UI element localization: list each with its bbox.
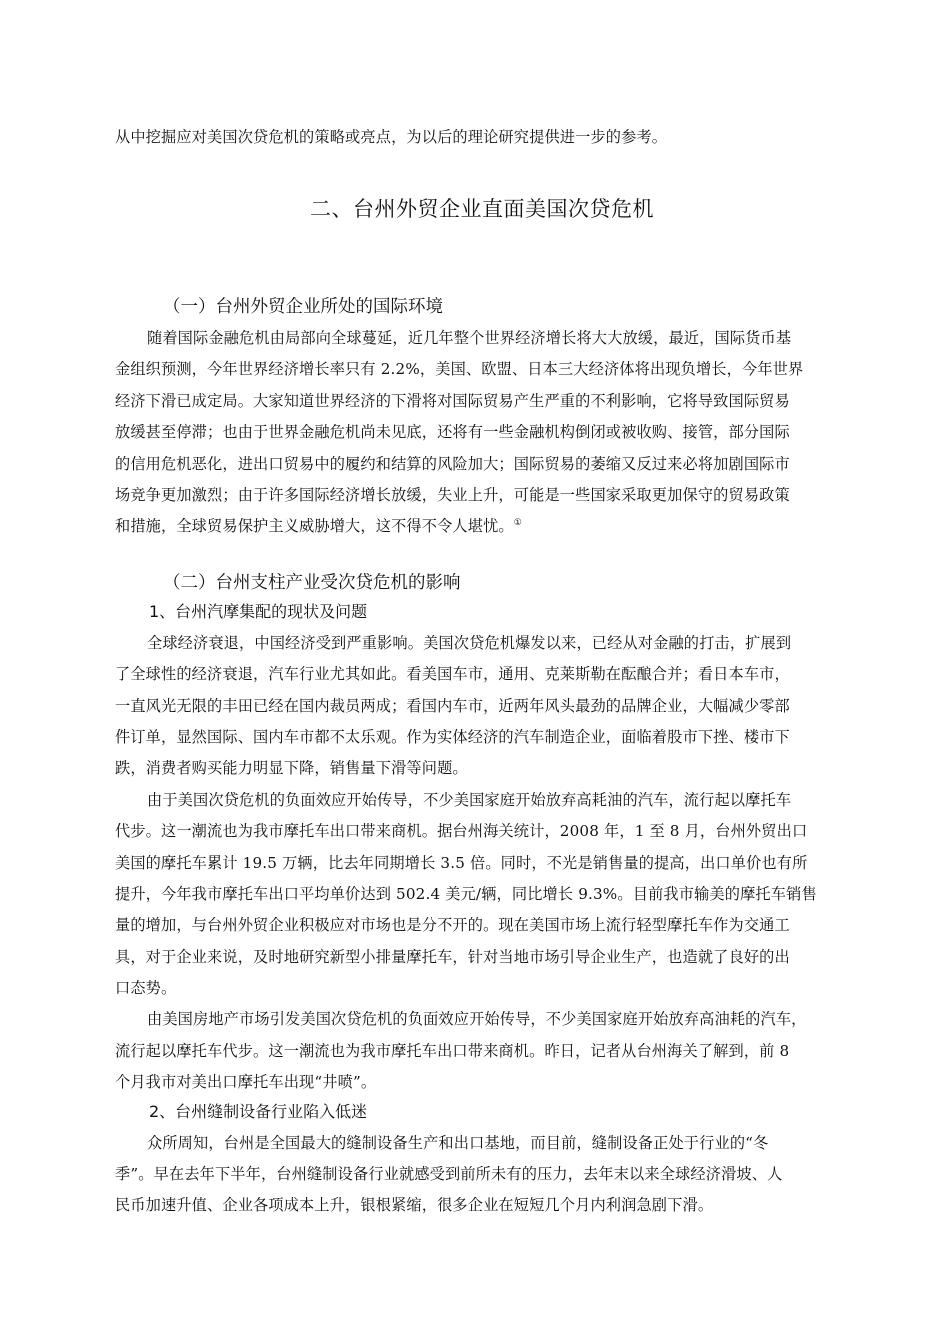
paragraph-line: 了全球性的经济衰退，汽车行业尤其如此。看美国车市，通用、克莱斯勒在酝酿合并；看日本车市， (115, 665, 790, 683)
paragraph-line: 从中挖掘应对美国次贷危机的策略或亮点，为以后的理论研究提供进一步的参考。 (115, 128, 668, 146)
paragraph-line: 个月我市对美出口摩托车出现“井喷”。 (115, 1073, 377, 1091)
paragraph-line: 的信用危机恶化，进出口贸易中的履约和结算的风险加大；国际贸易的萎缩又反过来必将加剧国际市 (115, 455, 790, 473)
paragraph-line: 由美国房地产市场引发美国次贷危机的负面效应开始传导，不少美国家庭开始放弃高油耗的汽车， (147, 1010, 807, 1028)
paragraph-line: 一直风光无限的丰田已经在国内裁员两成；看国内车市，近两年风头最劲的品牌企业，大幅减少零部 (115, 697, 790, 715)
paragraph-line: 场竞争更加激烈；由于许多国际经济增长放缓，失业上升，可能是一些国家采取更加保守的贸易政策 (115, 486, 790, 504)
sub-subsection-heading: 2、台州缝制设备行业陷入低迷 (149, 1102, 368, 1121)
paragraph-line: 跌，消费者购买能力明显下降，销售量下滑等问题。 (115, 759, 468, 777)
paragraph-line: 放缓甚至停滞；也由于世界金融危机尚未见底，还将有一些金融机构倒闭或被收购、接管，部分国际 (115, 423, 790, 441)
paragraph-line: 季”。早在去年下半年，台州缝制设备行业就感受到前所未有的压力，去年末以来全球经济滑坡、人 (115, 1165, 783, 1183)
paragraph-line: 具，对于企业来说，及时地研究新型小排量摩托车，针对当地市场引导企业生产，也造就了良好的出 (115, 948, 790, 966)
paragraph-text: 和措施，全球贸易保护主义威胁增大，这不得不令人堪忧。 (115, 517, 514, 535)
paragraph-line (115, 516, 522, 536)
paragraph-line: 提升，今年我市摩托车出口平均单价达到 502.4 美元/辆，同比增长 9.3%。目前我市输美的摩托车销售 (115, 885, 817, 903)
paragraph-line: 众所周知，台州是全国最大的缝制设备生产和出口基地，而目前，缝制设备正处于行业的“冬 (147, 1134, 769, 1152)
subsection-heading: （二）台州支柱产业受次贷危机的影响 (163, 573, 461, 593)
paragraph-line: 流行起以摩托车代步。这一潮流也为我市摩托车出口带来商机。昨日，记者从台州海关了解到，前 8 (115, 1042, 790, 1060)
paragraph-line: 美国的摩托车累计 19.5 万辆，比去年同期增长 3.5 倍。同时，不光是销售量的提高，出口单价也有所 (115, 854, 808, 872)
paragraph-line: 口态势。 (115, 979, 177, 997)
section-heading: 二、台州外贸企业直面美国次贷危机 (310, 197, 654, 221)
paragraph-line: 经济下滑已成定局。大家知道世界经济的下滑将对国际贸易产生严重的不利影响，它将导致国际贸易 (115, 392, 790, 410)
paragraph-line: 由于美国次贷危机的负面效应开始传导，不少美国家庭开始放弃高耗油的汽车，流行起以摩托车 (147, 791, 792, 809)
paragraph-line: 件订单，显然国际、国内车市都不太乐观。作为实体经济的汽车制造企业，面临着股市下挫、楼市下 (115, 728, 790, 746)
paragraph-line: 民币加速升值、企业各项成本上升，银根紧缩，很多企业在短短几个月内利润急剧下滑。 (115, 1196, 714, 1214)
paragraph-line: 量的增加，与台州外贸企业积极应对市场也是分不开的。现在美国市场上流行轻型摩托车作为交通工 (115, 916, 790, 934)
footnote-marker: ① (513, 518, 522, 528)
paragraph-line: 随着国际金融危机由局部向全球蔓延，近几年整个世界经济增长将大大放缓，最近，国际货币基 (147, 329, 792, 347)
paragraph-line: 全球经济衰退，中国经济受到严重影响。美国次贷危机爆发以来，已经从对金融的打击，扩展到 (147, 634, 792, 652)
sub-subsection-heading: 1、台州汽摩集配的现状及问题 (149, 602, 368, 621)
paragraph-line: 金组织预测，今年世界经济增长率只有 2.2%，美国、欧盟、日本三大经济体将出现负增长，今年世界 (115, 360, 804, 378)
subsection-heading: （一）台州外贸企业所处的国际环境 (163, 297, 443, 317)
paragraph-line: 代步。这一潮流也为我市摩托车出口带来商机。据台州海关统计，2008 年，1 至 8 月，台州外贸出口 (115, 822, 808, 840)
